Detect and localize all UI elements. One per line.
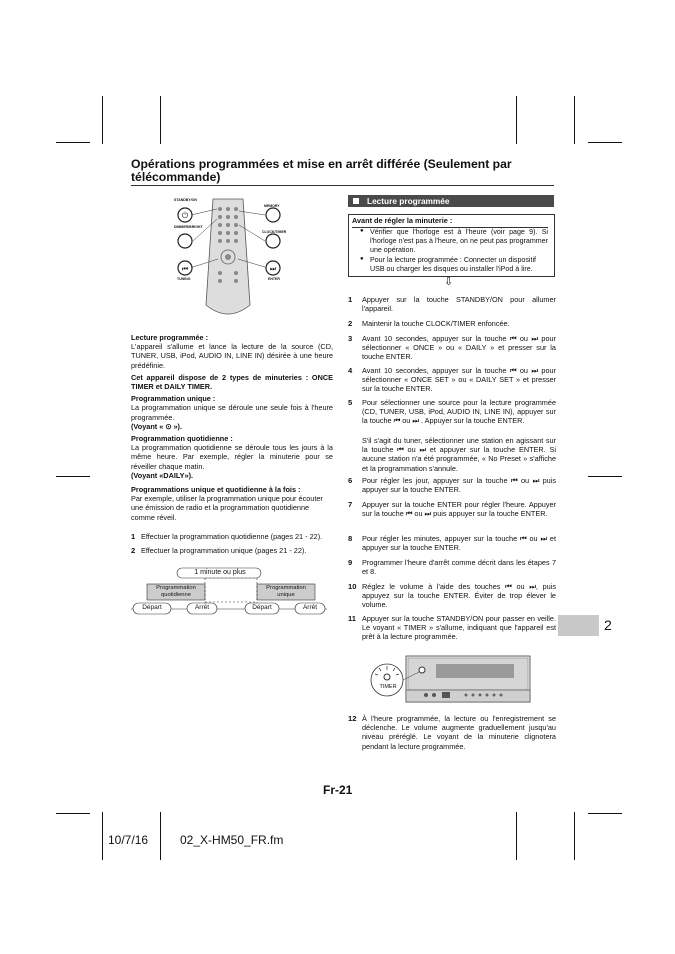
step-text: S'il s'agit du tuner, sélectionner une station en agissant sur la touche ⏮ ou ⏭ et appuyer sur la touche ENTER. Si aucune station n'a été programmée, « No Preset » s'affiche et la programmation s'annule. xyxy=(362,436,556,473)
chapter-number: 2 xyxy=(604,617,612,633)
unique-heading: Programmation unique : xyxy=(131,394,216,404)
step-number: 5 xyxy=(348,398,353,407)
label-tuning: TUNING xyxy=(177,277,191,281)
title-rule xyxy=(131,185,554,186)
bullet-2: Pour la lecture programmée : Connecter un dispositif USB ou charger les disques ou installer l'iPod à lire. xyxy=(370,256,536,273)
unique-voyant: (Voyant « ⊙ »). xyxy=(131,421,182,431)
step-number: 1 xyxy=(348,295,353,304)
unique-text: La programmation unique se déroule une seule fois à l'heure programmée. xyxy=(131,403,333,422)
chapter-tab xyxy=(558,615,599,636)
step-number: 2 xyxy=(348,319,353,328)
section-header: Lecture programmée xyxy=(348,195,554,207)
label-clock-timer: CLOCK/TIMER xyxy=(262,230,287,234)
remote-illustration xyxy=(170,195,290,332)
footer-date: 10/7/16 xyxy=(108,833,149,847)
step-text: Pour régler les minutes, appuyer sur la touche ⏮ ou ⏭ et appuyer sur la touche ENTER. xyxy=(362,534,556,553)
stereo-illustration xyxy=(366,652,534,708)
bullet-1: Vérifier que l'horloge est à l'heure (voir page 9). Si l'horloge n'est pas à l'heure, on ne peut pas programmer une opération. xyxy=(370,228,548,254)
step-text: Avant 10 secondes, appuyer sur la touche ⏮ ou ⏭ pour sélectionner « ONCE SET » ou « DAILY SET » et presser sur la touche ENTER. xyxy=(362,366,556,394)
diagram-minute: 1 minute ou plus xyxy=(194,569,246,576)
step-number: 7 xyxy=(348,500,353,509)
step-number: 12 xyxy=(348,714,357,723)
diagram-depart-2: Départ xyxy=(252,604,272,611)
prerequisite-box xyxy=(348,214,555,277)
both-heading: Programmations unique et quotidienne à la fois : xyxy=(131,485,301,495)
page-number: Fr-21 xyxy=(323,783,353,797)
bullet-icon: ● xyxy=(360,256,364,262)
step-text: À l'heure programmée, la lecture ou l'enregistrement se déclenche. Le volume augmente graduellement jusqu'au niveau préréglé. Le voyant de la minuterie clignotera pendant la lecture programmée. xyxy=(362,714,556,751)
lp-heading: Lecture programmée : xyxy=(131,333,209,342)
down-arrow-icon: ⇩ xyxy=(444,276,454,288)
diagram-depart-1: Départ xyxy=(142,604,162,611)
step-text: Maintenir la touche CLOCK/TIMER enfoncée. xyxy=(362,319,510,328)
diagram-arret-2: Arrêt xyxy=(302,604,318,611)
step-number: 9 xyxy=(348,558,353,567)
footer-file: 02_X-HM50_FR.fm xyxy=(180,833,284,847)
diagram-prog-unique: Programmation unique xyxy=(266,585,306,598)
step-number: 4 xyxy=(348,366,353,375)
lp-text: L'appareil s'allume et lance la lecture de la source (CD, TUNER, USB, iPod, AUDIO IN, LINE IN) désirée à une heure prédéfinie. xyxy=(131,342,333,370)
step-text: Appuyer sur la touche STANDBY/ON pour passer en veille. Le voyant « TIMER » s'allume, indiquant que l'appareil est prêt à la lecture programmée. xyxy=(362,614,556,642)
svg-text:⏻: ⏻ xyxy=(181,211,189,220)
svg-text:⏮: ⏮ xyxy=(181,266,189,273)
diagram-prog-quot: Programmation quotidienne xyxy=(156,585,196,598)
step-text: Pour sélectionner une source pour la lecture programmée (CD, TUNER, USB, iPod, AUDIO IN, LINE IN), appuyer sur la touche ⏮ ou ⏭ . Appuyer sur la touche ENTER. xyxy=(362,398,556,426)
label-memory: MEMORY xyxy=(264,204,280,208)
types-heading: Cet appareil dispose de 2 types de minuteries : ONCE TIMER et DAILY TIMER. xyxy=(131,372,333,392)
left-column xyxy=(131,333,333,522)
label-enter: ENTER xyxy=(268,277,280,281)
avant-heading: Avant de régler la minuterie : xyxy=(352,216,453,225)
step-number: 8 xyxy=(348,534,353,543)
step-text: Avant 10 secondes, appuyer sur la touche ⏮ ou ⏭ pour sélectionner « ONCE » ou « DAILY » et presser sur la touche ENTER. xyxy=(362,334,556,362)
daily-voyant: (Voyant «DAILY»). xyxy=(131,470,194,480)
label-dimmer: DIMMER/BRIGHT xyxy=(174,225,203,229)
step-text: Programmer l'heure d'arrêt comme décrit dans les étapes 7 et 8. xyxy=(362,558,556,577)
svg-text:⏭: ⏭ xyxy=(269,266,277,273)
step-text: Appuyer sur la touche STANDBY/ON pour allumer l'appareil. xyxy=(362,295,556,314)
bullet-icon: ● xyxy=(360,228,364,234)
step-number: 10 xyxy=(348,582,357,591)
daily-heading: Programmation quotidienne : xyxy=(131,434,233,444)
both-text: Par exemple, utiliser la programmation unique pour écouter une émission de radio et la programmation quotidienne comme réveil. xyxy=(131,494,323,522)
daily-text: La programmation quotidienne se déroule tous les jours à la même heure. Par exemple, régler la minuterie pour se réveiller chaque matin. xyxy=(131,443,333,471)
label-standby: STANDBY/ON xyxy=(174,198,197,202)
page-title: Opérations programmées et mise en arrêt différée (Seulement par télécommande) xyxy=(131,157,512,184)
timer-indicator-label: TIMER xyxy=(379,684,397,690)
step-number: 6 xyxy=(348,476,353,485)
diagram-arret-1: Arrêt xyxy=(194,604,210,611)
step-text: Pour régler les jour, appuyer sur la touche ⏮ ou ⏭ puis appuyer sur la touche ENTER. xyxy=(362,476,556,495)
step-text: Réglez le volume à l'aide des touches ⏮ ou ⏭, puis appuyez sur la touche ENTER. Éviter de trop élever le volume. xyxy=(362,582,556,610)
step-number: 3 xyxy=(348,334,353,343)
step-text: Appuyer sur la touche ENTER pour régler l'heure. Appuyer sur la touche ⏮ ou ⏭ puis appuyer sur la touche ENTER. xyxy=(362,500,556,519)
step-number: 11 xyxy=(348,614,357,623)
